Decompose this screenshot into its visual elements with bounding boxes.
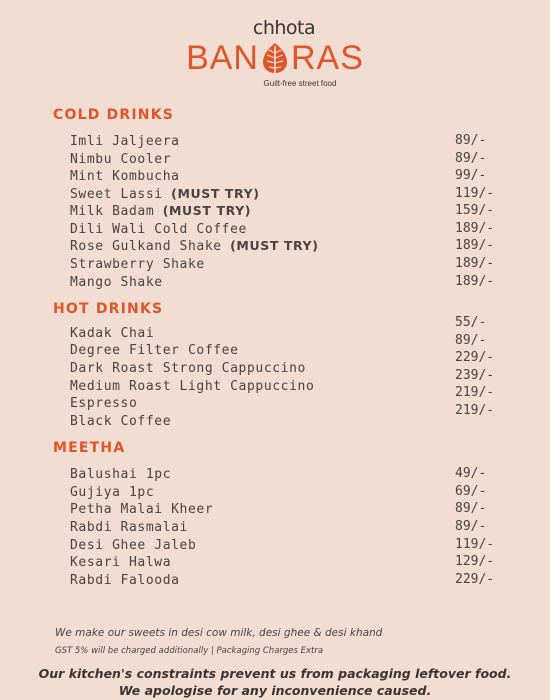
menu-item-price: 219/- [455, 385, 495, 400]
menu-item: Sweet Lassi (MUST TRY) [70, 186, 260, 202]
menu-item-price: 229/- [455, 350, 495, 365]
brand-wordmark [0, 40, 550, 76]
menu-item-price: 229/- [455, 572, 495, 587]
menu-item: Mint Kombucha [70, 169, 180, 184]
menu-item: Strawberry Shake [70, 257, 205, 272]
menu-item-price: 189/- [455, 238, 495, 253]
menu-item-price: 159/- [455, 203, 495, 218]
menu-item-price: 129/- [455, 554, 495, 569]
menu-item: Rose Gulkand Shake (MUST TRY) [70, 238, 319, 254]
sweets-note: We make our sweets in desi cow milk, desi ghee & desi khand [55, 627, 383, 639]
menu-item-price: 99/- [455, 168, 487, 183]
brand-logo [0, 18, 550, 88]
gst-note: GST 5% will be charged additionally | Packaging Charges Extra [55, 646, 324, 656]
brand-wordmark-right: RAS [291, 39, 364, 77]
menu-item: Petha Malai Kheer [70, 502, 214, 517]
menu-item: Mango Shake [70, 275, 163, 290]
menu-item: Black Coffee [70, 414, 172, 429]
footer-line-2: We apologise for any inconvenience caused. [118, 683, 432, 698]
menu-item: Gujiya 1pc [70, 485, 155, 500]
menu-item: Nimbu Cooler [70, 152, 172, 167]
menu-item: Desi Ghee Jaleb [70, 538, 197, 553]
menu-item-price: 189/- [455, 274, 495, 289]
menu-item: Degree Filter Coffee [70, 343, 239, 358]
menu-item-price: 119/- [455, 186, 495, 201]
menu-item: Espresso [70, 396, 138, 411]
menu-item: Dili Wali Cold Coffee [70, 222, 247, 237]
menu-item-price: 239/- [455, 368, 495, 383]
menu-item: Medium Roast Light Cappuccino [70, 379, 315, 394]
brand-wordmark-left: BAN [186, 39, 259, 77]
brand-tagline: Guilt-free street food [263, 79, 337, 88]
section-title-cold-drinks: COLD DRINKS [53, 107, 175, 123]
menu-item-price: 55/- [455, 315, 487, 330]
menu-item: Kesari Halwa [70, 555, 172, 570]
menu-item: Balushai 1pc [70, 467, 172, 482]
menu-item: Kadak Chai [70, 326, 155, 341]
footer-line-1: Our kitchen's constraints prevent us from packaging leftover food. [38, 666, 512, 681]
menu-item-price: 89/- [455, 333, 487, 348]
menu-item-price: 219/- [455, 403, 495, 418]
menu-item-price: 119/- [455, 537, 495, 552]
menu-item: Rabdi Falooda [70, 573, 180, 588]
leaf-icon [260, 41, 290, 75]
section-title-hot-drinks: HOT DRINKS [53, 301, 164, 317]
menu-item-price: 189/- [455, 256, 495, 271]
menu-item: Dark Roast Strong Cappuccino [70, 361, 306, 376]
menu-item-price: 89/- [455, 501, 487, 516]
menu-item-price: 189/- [455, 221, 495, 236]
menu-item-price: 49/- [455, 466, 487, 481]
menu-item: Rabdi Rasmalai [70, 520, 188, 535]
menu-item-price: 89/- [455, 519, 487, 534]
menu-item-price: 89/- [455, 151, 487, 166]
menu-item: Imli Jaljeera [70, 134, 180, 149]
menu-item: Milk Badam (MUST TRY) [70, 203, 252, 219]
section-title-meetha: MEETHA [53, 440, 126, 456]
menu-item-price: 89/- [455, 133, 487, 148]
menu-item-price: 69/- [455, 484, 487, 499]
brand-top-text: chhota [252, 17, 316, 39]
